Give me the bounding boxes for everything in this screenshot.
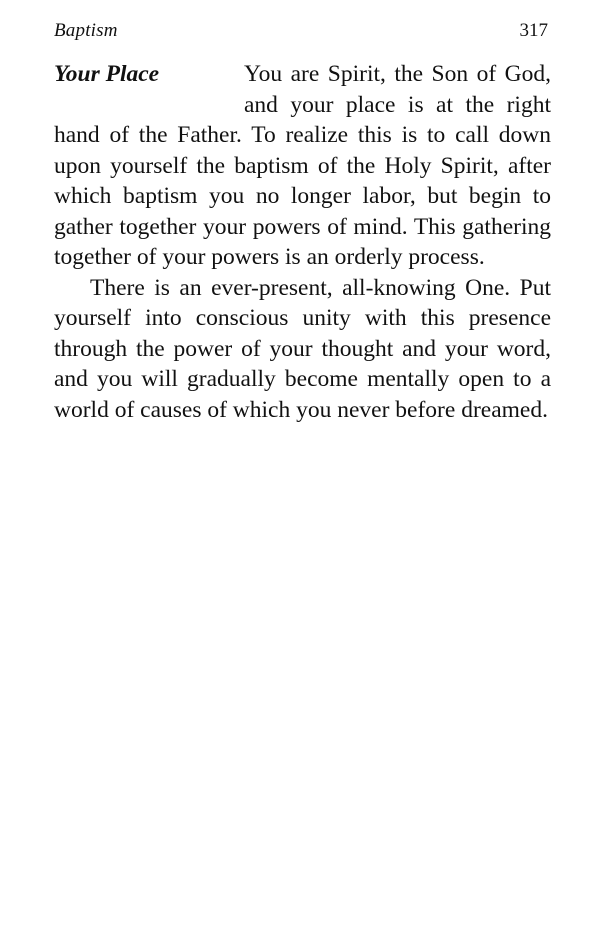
running-head-title: Baptism (54, 20, 118, 41)
page-number: 317 (519, 20, 548, 41)
section-body (54, 59, 551, 425)
running-head (54, 19, 548, 45)
section-heading: Your Place (54, 61, 160, 87)
paragraph-1: You are Spirit, the Son of God, and your place is at the right hand of the Father. To realize this is to call down upon yourself the baptism of the Holy Spirit, after which baptism you no longer labor, but begin to gather together your powers of mind. This gathering together of your powers is an orderly process. (54, 61, 551, 270)
paragraph-2: There is an ever-present, all-knowing One. Put yourself into conscious unity with this presence through the power of your thought and your word, and you will gradually become mentally open to a world of causes of which you never before dreamed. (54, 274, 551, 423)
